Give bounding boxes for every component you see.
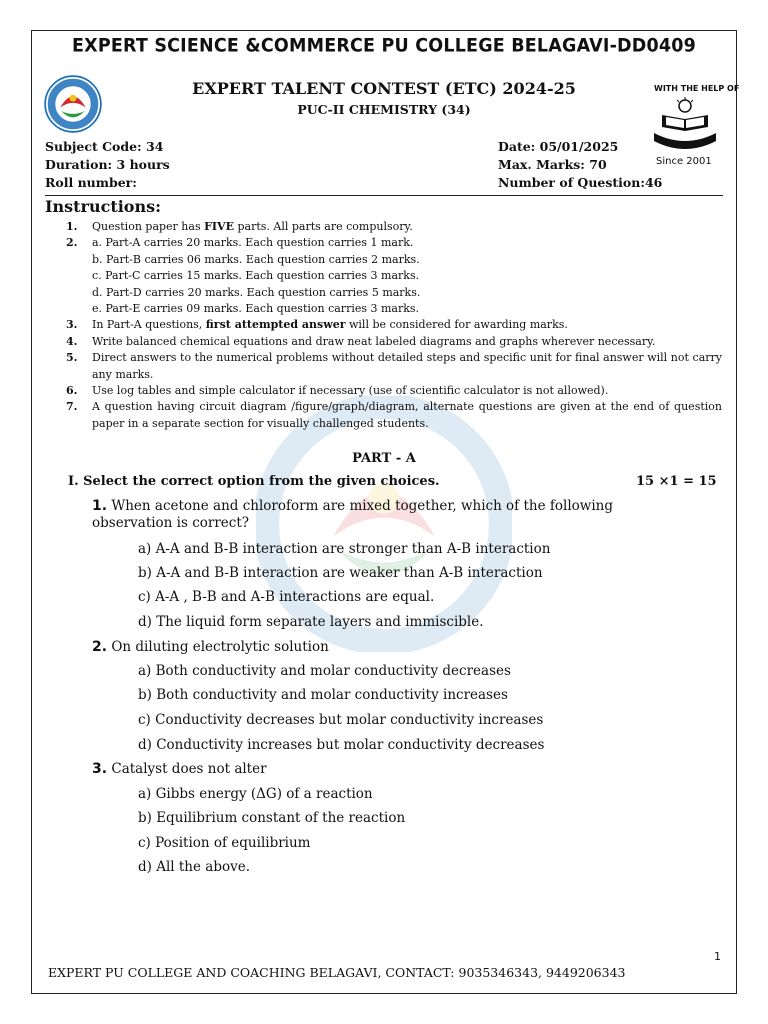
instruction-subitem: b. Part-B carries 06 marks. Each question carries 2 marks. <box>92 252 420 266</box>
instruction-text: In Part-A questions, first attempted answer will be considered for awarding marks. <box>92 318 568 332</box>
footer-contact: EXPERT PU COLLEGE AND COACHING BELAGAVI, CONTACT: 9035346343, 9449206343 <box>48 965 626 980</box>
partner-logo-icon <box>650 97 720 155</box>
instruction-text: A question having circuit diagram /figure/graph/diagram, alternate questions are given at the end of question paper in a separate section for visually challenged students. <box>92 400 722 430</box>
instruction-text: Direct answers to the numerical problems without detailed steps and specific unit for final answer will not carry any marks. <box>92 351 722 381</box>
question-text: On diluting electrolytic solution <box>111 639 329 655</box>
subject-code: Subject Code: 34 <box>45 139 164 154</box>
question-number: 2. <box>92 639 108 655</box>
option-d: d) The liquid form separate layers and immiscible. <box>138 614 484 630</box>
instruction-item <box>66 235 722 251</box>
instruction-item <box>66 383 722 399</box>
instruction-number: 1. <box>66 220 78 233</box>
question-count: Number of Question:46 <box>498 175 663 190</box>
option-d: d) All the above. <box>138 859 251 875</box>
help-label: WITH THE HELP OF <box>654 84 740 93</box>
contest-title: EXPERT TALENT CONTEST (ETC) 2024-25 <box>192 79 576 98</box>
instructions-list <box>66 219 722 432</box>
question-text: Catalyst does not alter <box>111 761 267 777</box>
section-marks: 15 ×1 = 15 <box>636 474 717 489</box>
roll-number: Roll number: <box>45 175 137 190</box>
instruction-item <box>66 350 722 383</box>
question-number: 1. <box>92 498 108 514</box>
emphasis-text: FIVE <box>204 220 234 233</box>
college-name: EXPERT SCIENCE &COMMERCE PU COLLEGE BELAGAVI-DD0409 <box>71 35 697 57</box>
instruction-number: 3. <box>66 318 78 332</box>
question-1 <box>92 498 692 532</box>
instruction-text: Question paper has FIVE parts. All parts are compulsory. <box>92 220 413 233</box>
instruction-subitem: c. Part-C carries 15 marks. Each question carries 3 marks. <box>92 269 420 283</box>
option-d: d) Conductivity increases but molar conductivity decreases <box>138 737 545 753</box>
instruction-subitem: e. Part-E carries 09 marks. Each question carries 3 marks. <box>92 302 420 316</box>
option-a: a) Both conductivity and molar conductivity decreases <box>138 663 511 679</box>
option-b: b) Both conductivity and molar conductivity increases <box>138 687 508 703</box>
option-b: b) A-A and B-B interaction are weaker than A-B interaction <box>138 565 543 581</box>
instruction-item <box>66 399 722 432</box>
question-text: When acetone and chloroform are mixed together, which of the following observation is correct? <box>92 498 613 531</box>
since-label: Since 2001 <box>656 156 712 167</box>
instruction-text: a. Part-A carries 20 marks. Each question carries 1 mark. <box>92 236 414 250</box>
instruction-subitem: d. Part-D carries 20 marks. Each question carries 5 marks. <box>92 285 421 299</box>
option-a: a) Gibbs energy (ΔG) of a reaction <box>138 786 373 802</box>
instruction-item <box>66 334 722 350</box>
section-heading: I. Select the correct option from the given choices. <box>68 474 440 489</box>
part-title: PART - A <box>352 451 416 466</box>
instruction-item <box>66 219 722 235</box>
instruction-number: 2. <box>66 236 78 250</box>
instruction-text: Use log tables and simple calculator if necessary (use of scientific calculator is not allowed). <box>92 384 609 398</box>
header-divider <box>45 195 723 196</box>
emphasis-text: first attempted answer <box>205 318 346 332</box>
instructions-title: Instructions: <box>45 197 162 216</box>
option-a: a) A-A and B-B interaction are stronger than A-B interaction <box>138 541 551 557</box>
option-c: c) Position of equilibrium <box>138 835 311 851</box>
max-marks: Max. Marks: 70 <box>498 157 607 172</box>
instruction-number: 7. <box>66 400 78 414</box>
exam-subject: PUC-II CHEMISTRY (34) <box>297 102 471 117</box>
page-number: 1 <box>714 950 721 963</box>
option-c: c) A-A , B-B and A-B interactions are equal. <box>138 589 435 605</box>
option-c: c) Conductivity decreases but molar conductivity increases <box>138 712 544 728</box>
option-b: b) Equilibrium constant of the reaction <box>138 810 406 826</box>
question-3 <box>92 761 692 778</box>
instruction-number: 5. <box>66 351 78 365</box>
instruction-number: 4. <box>66 334 78 348</box>
instruction-item <box>66 317 722 333</box>
question-2 <box>92 639 692 656</box>
duration: Duration: 3 hours <box>45 157 170 172</box>
question-number: 3. <box>92 761 108 777</box>
exam-date: Date: 05/01/2025 <box>498 139 619 154</box>
instruction-number: 6. <box>66 384 78 398</box>
instruction-text: Write balanced chemical equations and draw neat labeled diagrams and graphs wherever necessary. <box>92 334 656 348</box>
